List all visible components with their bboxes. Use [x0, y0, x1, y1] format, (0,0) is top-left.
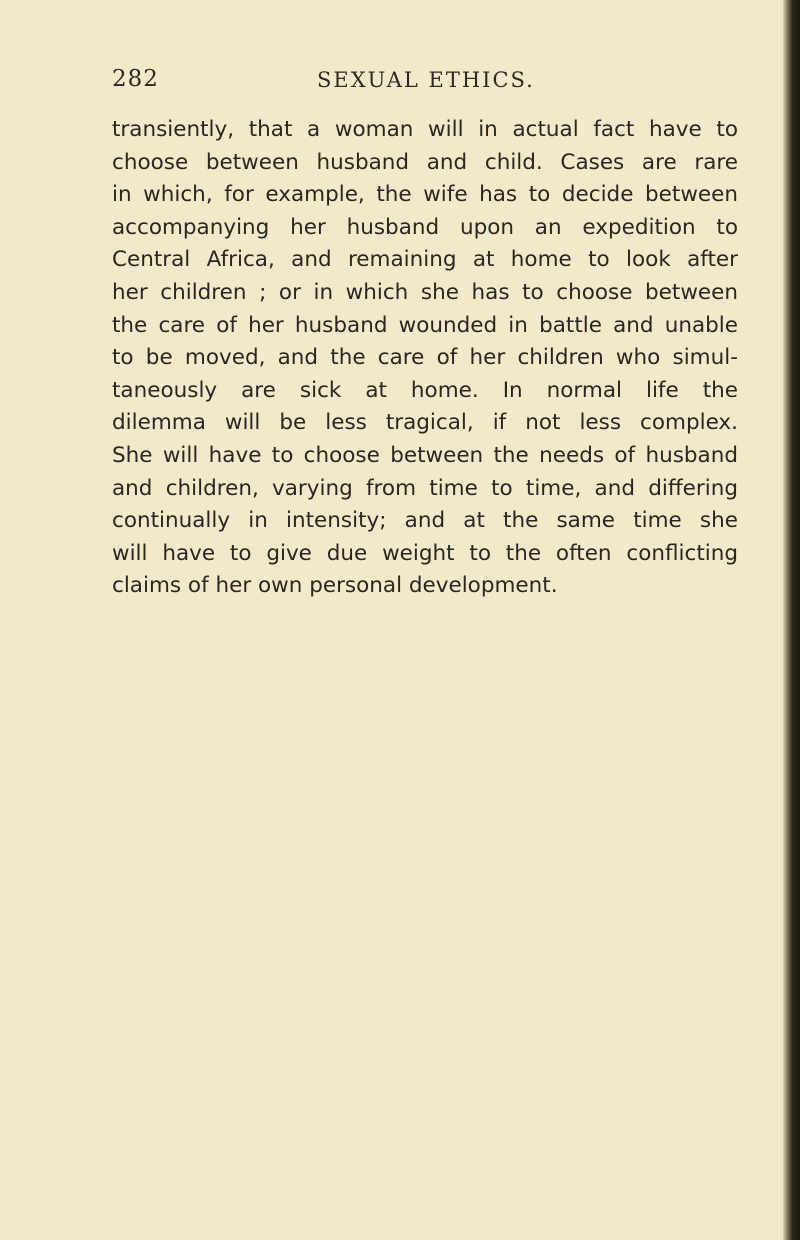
book-spine-edge: [783, 0, 800, 1240]
text-line: will have to give due weight to the often conflicting: [112, 540, 738, 566]
running-head: SEXUAL ETHICS.: [317, 68, 535, 92]
text-line: to be moved, and the care of her children who simul-: [112, 345, 738, 371]
text-line: in which, for example, the wife has to decide between: [112, 182, 738, 208]
text-line: taneously are sick at home. In normal life the: [112, 377, 738, 403]
page-header: [112, 66, 732, 100]
page-number: 282: [112, 66, 159, 92]
text-line: choose between husband and child. Cases are rare: [112, 149, 738, 175]
text-line: accompanying her husband upon an expedition to: [112, 214, 738, 240]
text-line: and children, varying from time to time, and differing: [112, 475, 738, 501]
text-line: Central Africa, and remaining at home to look after: [112, 247, 738, 273]
text-line: She will have to choose between the needs of husband: [112, 442, 738, 468]
text-line: claims of her own personal development.: [112, 573, 558, 599]
text-line: dilemma will be less tragical, if not less complex.: [112, 410, 738, 436]
text-line: her children ; or in which she has to choose between: [112, 279, 738, 305]
text-line: continually in intensity; and at the same time she: [112, 508, 738, 534]
text-line: the care of her husband wounded in battle and unable: [112, 312, 738, 338]
text-line: transiently, that a woman will in actual fact have to: [112, 117, 738, 142]
body-paragraph: [112, 114, 738, 603]
